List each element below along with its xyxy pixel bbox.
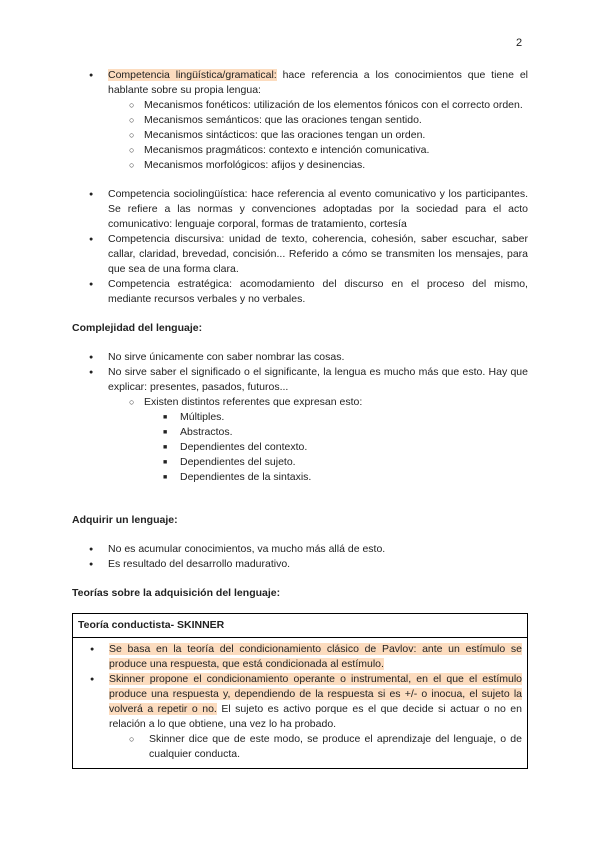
list-item: ○ Mecanismos morfológicos: afijos y desinencias. (108, 158, 528, 173)
list-item: ● No sirve únicamente con saber nombrar las cosas. (72, 350, 528, 365)
item-term: Competencia discursiva: (108, 233, 225, 245)
teoria-list (73, 642, 522, 762)
adquirir-list (72, 542, 528, 572)
competencias-list-2 (72, 187, 528, 307)
item-text: acomodamiento del discurso en el proceso del mismo, mediante recursos verbales y no verbales. (108, 278, 528, 305)
list-item: ○ Mecanismos sintácticos: que las oraciones tengan un orden. (108, 128, 528, 143)
list-item: ■ Dependientes del sujeto. (108, 455, 528, 470)
item-text: hace referencia a los conocimientos que tiene el hablante sobre su propia lengua: (108, 69, 528, 96)
list-item: ○ Mecanismos pragmáticos: contexto e intención comunicativa. (108, 143, 528, 158)
item-term: Competencia estratégica: (108, 278, 233, 290)
list-item (72, 187, 528, 232)
list-item (108, 395, 528, 485)
teoria-box (72, 613, 528, 769)
highlighted-text: Skinner propone el condicionamiento operante o instrumental, en el que el estímulo produce una respuesta y, dependiendo de la respuesta si es +/- o inocua, el sujeto la volverá a repetir o no. (109, 673, 522, 715)
item-text: hace referencia al evento comunicativo y los participantes. Se refiere a las normas y convenciones adoptadas por la sociedad para el acto comunicativo: lenguaje corporal, formas de tratamiento, cortesía (108, 188, 528, 230)
item-text: unidad de texto, coherencia, cohesión, saber escuchar, saber callar, claridad, brevedad, concisión... Referido a cómo se transmiten los mensajes, para que sea de una forma clara. (108, 233, 529, 275)
competencias-list (72, 68, 528, 173)
list-item (73, 672, 522, 762)
list-item: ● No es acumular conocimientos, va mucho más allá de esto. (72, 542, 528, 557)
list-item: ● Es resultado del desarrollo madurativo. (72, 557, 528, 572)
item-text: Existen distintos referentes que expresan esto: (144, 396, 363, 408)
box-body (73, 638, 527, 768)
complejidad-list (72, 350, 528, 485)
highlighted-term: Competencia lingüística/gramatical: (108, 69, 277, 81)
box-title: Teoría conductista- SKINNER (73, 614, 527, 638)
list-item: ■ Abstractos. (108, 425, 528, 440)
list-item (72, 277, 528, 307)
list-item (72, 365, 528, 485)
document-body (72, 68, 528, 769)
list-item: ○ Skinner dice que de este modo, se produce el aprendizaje del lenguaje, o de cualquier conducta. (73, 732, 522, 762)
list-item (73, 642, 522, 672)
complejidad-heading: Complejidad del lenguaje: (72, 322, 203, 334)
sub-list (73, 732, 522, 762)
list-item (72, 68, 528, 173)
teorias-heading: Teorías sobre la adquisición del lenguaje: (72, 587, 281, 599)
page-number: 2 (516, 37, 523, 49)
list-item: ■ Dependientes de la sintaxis. (108, 470, 528, 485)
item-text: El sujeto es activo porque es el que decide si actuar o no en relación a lo que obtiene, una vez lo ha probado. (109, 703, 522, 730)
highlighted-text: Se basa en la teoría del condicionamiento clásico de Pavlov: ante un estímulo se produce una respuesta, que está condicionada al estímulo. (109, 643, 522, 670)
list-item: ■ Múltiples. (108, 410, 528, 425)
item-term: Competencia sociolingüística: (108, 188, 248, 200)
list-item: ○ Mecanismos semánticos: que las oraciones tengan sentido. (108, 113, 528, 128)
list-item: ○ Mecanismos fonéticos: utilización de los elementos fónicos con el correcto orden. (108, 98, 528, 113)
item-text: No sirve saber el significado o el significante, la lengua es mucho más que esto. Hay que explicar: presentes, pasados, futuros... (108, 366, 528, 393)
referentes-list (108, 410, 528, 485)
list-item (72, 232, 528, 277)
adquirir-heading: Adquirir un lenguaje: (72, 514, 178, 526)
sub-list (108, 395, 528, 485)
mecanismos-list (108, 98, 528, 173)
list-item: ■ Dependientes del contexto. (108, 440, 528, 455)
